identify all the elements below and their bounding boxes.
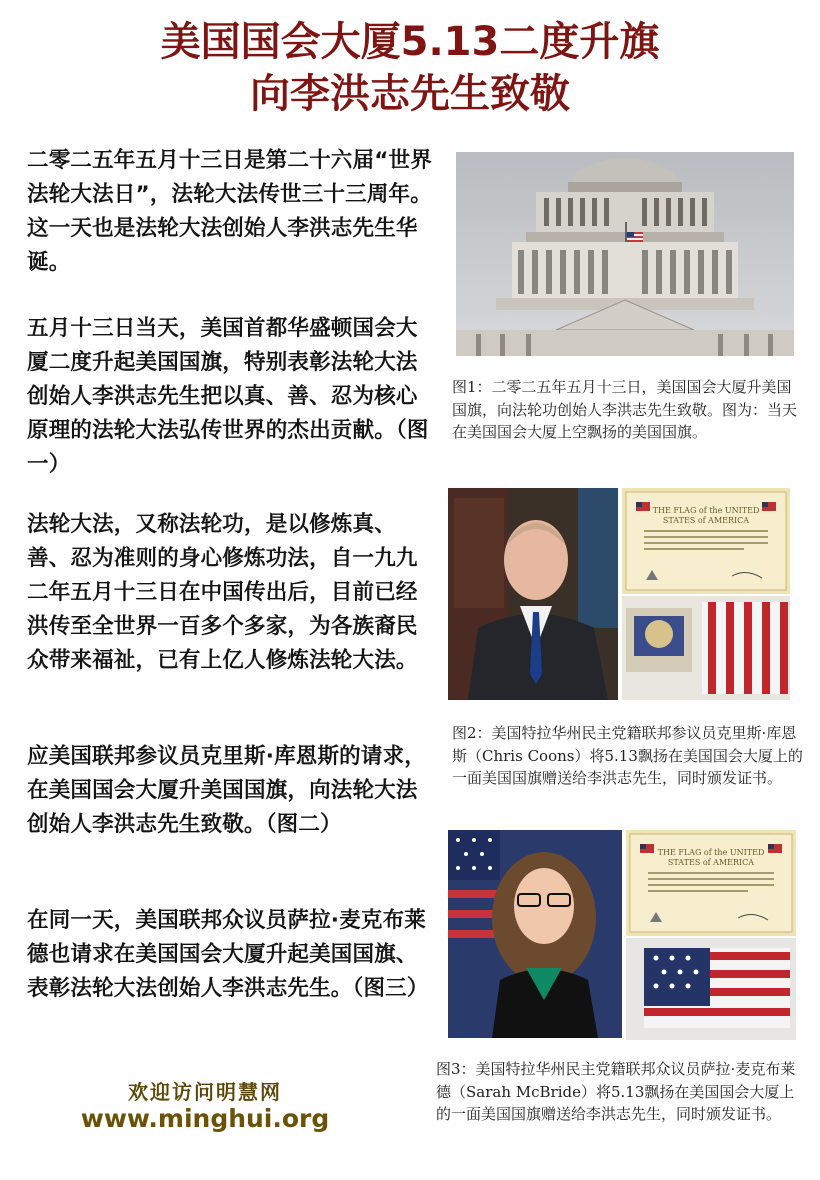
- figure-3-caption: 图3：美国特拉华州民主党籍联邦众议员萨拉·麦克布莱德（Sarah McBride）将5.13飘扬在美国国会大厦上的一面美国国旗赠送给李洪志先生，同时颁发证书。: [436, 1060, 796, 1123]
- folded-flag-photo: [622, 596, 790, 700]
- flag-certificate-photo-2: [626, 830, 796, 936]
- figure-2-caption: 图2：美国特拉华州民主党籍联邦参议员克里斯·库恩斯（Chris Coons）将5.13飘扬在美国国会大厦上的一面美国国旗赠送给李洪志先生，同时颁发证书。: [452, 724, 803, 787]
- folded-flag-photo-2: [626, 938, 796, 1040]
- promo-website-link[interactable]: www.minghui.org: [80, 1104, 330, 1133]
- certificate-title-line-1: THE FLAG of the UNITED: [652, 506, 760, 515]
- headline-line-2: 向李洪志先生致敬: [250, 71, 570, 117]
- headline-line-1: 美国国会大厦5.13二度升旗: [160, 19, 660, 65]
- certificate-title-line-2: STATES of AMERICA: [662, 516, 750, 525]
- senator-portrait-photo: [448, 488, 618, 700]
- paragraph-flag-raising: 五月十三日当天，美国首都华盛顿国会大厦二度升起美国国旗，特别表彰法轮大法创始人李洪志先生把以真、善、忍为核心原理的法轮大法弘传世界的杰出贡献。（图一）: [27, 316, 429, 477]
- promo-welcome-text: 欢迎访问明慧网: [128, 1080, 282, 1104]
- figure-1-caption: 图1：二零二五年五月十三日，美国国会大厦升美国国旗，向法轮功创始人李洪志先生致敬。图为：当天在美国国会大厦上空飘扬的美国国旗。: [452, 378, 798, 441]
- flag-certificate-photo: [622, 488, 790, 594]
- capitol-dome-photo: [456, 152, 794, 356]
- paragraph-representative-request: 在同一天，美国联邦众议员萨拉·麦克布莱德也请求在美国国会大厦升起美国国旗、表彰法轮大法创始人李洪志先生。（图三）: [27, 908, 429, 1001]
- paragraph-senator-request: 应美国联邦参议员克里斯·库恩斯的请求，在美国国会大厦升美国国旗，向法轮大法创始人李洪志先生致敬。（图二）: [27, 744, 426, 837]
- paragraph-falun-dafa: 法轮大法，又称法轮功，是以修炼真、善、忍为准则的身心修炼功法，自一九九二年五月十三日在中国传出后，目前已经洪传至全世界一百多个多家，为各族裔民众带来福祉，已有上亿人修炼法轮大法。: [27, 512, 418, 673]
- representative-portrait-photo: [448, 830, 622, 1038]
- paragraph-intro: 二零二五年五月十三日是第二十六届“世界法轮大法日”，法轮大法传世三十三周年。这一天也是法轮大法创始人李洪志先生华诞。: [27, 148, 432, 275]
- certificate-title-line-1b: THE FLAG of the UNITED: [657, 848, 765, 857]
- certificate-title-line-2b: STATES of AMERICA: [667, 858, 755, 867]
